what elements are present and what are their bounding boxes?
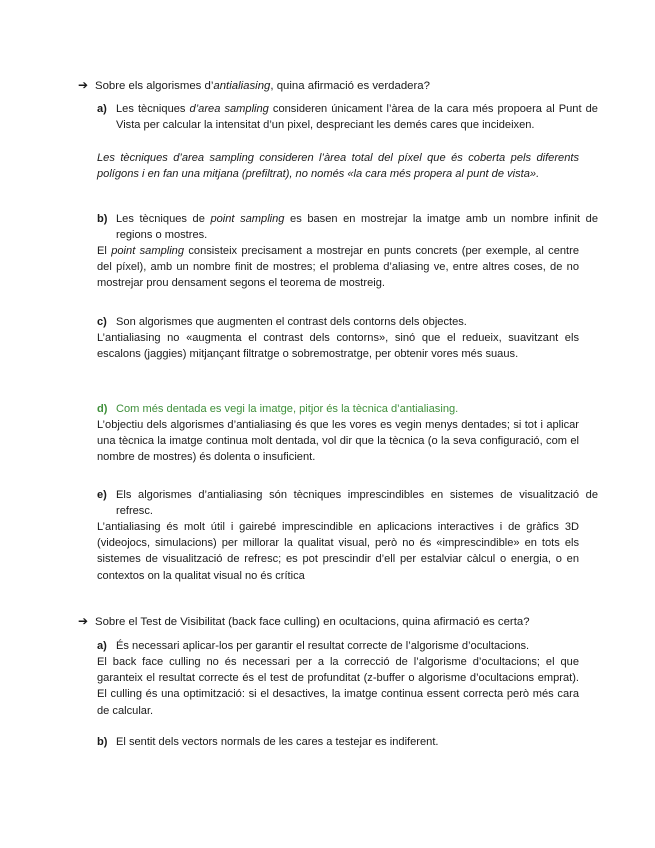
arrow-icon: ➔ xyxy=(78,614,89,628)
q1-option-a-label: a) xyxy=(97,103,107,115)
q1-option-e-label: e) xyxy=(97,489,107,501)
q1-option-e-explanation: L’antialiasing és molt útil i gairebé imprescindible en aplicacions interactives i de gràfics 3D (videojocs, simulacions) per millorar la qualitat visual, però no és «imprescindible» en tots els sistemes de visualització de refresc; es pot prescindir d’ell per estalviar càlcul o energia, o en contextos on la qualitat visual no és crítica xyxy=(97,521,579,582)
q1-option-b-text-em: point sampling xyxy=(210,213,285,225)
q1-option-b-explanation-em: point sampling xyxy=(111,245,185,257)
q1-option-d xyxy=(97,401,598,417)
q2-option-a xyxy=(97,638,598,654)
q1-option-b xyxy=(97,211,598,243)
question-2-text: Sobre el Test de Visibilitat (back face culling) en ocultacions, quina afirmació es certa? xyxy=(95,616,530,628)
q2-option-b-label: b) xyxy=(97,736,108,748)
q1-option-a-text-pre: Les tècniques xyxy=(116,103,190,115)
q2-option-a-explanation: El back face culling no és necessari per a la correcció de l’algorisme d’ocultacions; el que garanteix el resultat correcte és el test de profunditat (z-buffer o algorisme d’ocultacions emprat). El culling és una optimització: si el desactives, la imatge continua essent correcta però més cara de calcular. xyxy=(97,656,579,717)
q1-option-a xyxy=(97,101,598,133)
q1-option-d-text: Com més dentada es vegi la imatge, pitjor és la tècnica d’antialiasing. xyxy=(116,403,459,415)
q1-option-c xyxy=(97,314,598,330)
q1-option-c-label: c) xyxy=(97,316,107,328)
q1-option-b-explanation-pre: El xyxy=(97,245,112,257)
q1-option-c-text: Son algorismes que augmenten el contrast dels contorns dels objectes. xyxy=(116,316,467,328)
q1-option-d-explanation: L’objectiu dels algorismes d’antialiasing és que les vores es vegin menys dentades; si tot i aplicar una tècnica la imatge continua molt dentada, vol dir que la tècnica (o la seva configuració, com el nombre de mostres) és dolenta o insuficient. xyxy=(97,419,579,464)
q1-option-a-text-post: consideren únicament l’àrea de la cara més propoera al Punt de Vista per calcular la intensitat d’un pixel, despreciant les demés cares que incideixen. xyxy=(116,103,598,132)
question-1-text-post: , quina afirmació es verdadera? xyxy=(270,80,430,92)
q1-option-b-explanation xyxy=(97,243,579,292)
arrow-icon: ➔ xyxy=(78,78,89,92)
q1-option-e xyxy=(97,487,598,519)
q1-option-a-text-em: d’area sampling xyxy=(189,103,269,115)
q2-option-a-label: a) xyxy=(97,640,107,652)
q2-option-b-text: El sentit dels vectors normals de les cares a testejar es indiferent. xyxy=(116,736,439,748)
q1-option-a-explanation: Les tècniques d’area sampling consideren l’àrea total del píxel que és coberta pels diferents polígons i en fan una mitjana (prefiltrat), no només «la cara més propera al punt de vista». xyxy=(97,152,579,181)
q1-option-b-text-post: es basen en mostrejar la imatge amb un nombre infinit de regions o mostres. xyxy=(116,213,598,242)
q1-option-c-explanation: L’antialiasing no «augmenta el contrast dels contorns», sinó que el redueix, suavitzant els escalons (jaggies) mitjançant filtratge o sobremostratge, per obtenir vores més suaus. xyxy=(97,332,579,361)
q2-option-a-text: És necessari aplicar-los per garantir el resultat correcte de l’algorisme d’ocultacions. xyxy=(116,640,530,652)
q1-option-d-label: d) xyxy=(97,403,108,415)
q1-option-b-explanation-post: consisteix precisament a mostrejar en punts concrets (per exemple, al centre del píxel), amb un nombre finit de mostres; el problema d’aliasing ve, entre altres coses, de no mostrejar prou densament segons el teorema de mostreig. xyxy=(97,245,579,290)
question-2 xyxy=(78,614,530,630)
q1-option-e-text: Els algorismes d’antialiasing són tècniques imprescindibles en sistemes de visualització de refresc. xyxy=(116,489,598,518)
question-1-text-pre: Sobre els algorismes d’ xyxy=(95,80,214,92)
q1-option-b-label: b) xyxy=(97,213,108,225)
q1-option-b-text-pre: Les tècniques de xyxy=(116,213,211,225)
question-1 xyxy=(78,78,430,94)
q2-option-b xyxy=(97,734,598,750)
question-1-text-em: antialiasing xyxy=(213,80,271,92)
